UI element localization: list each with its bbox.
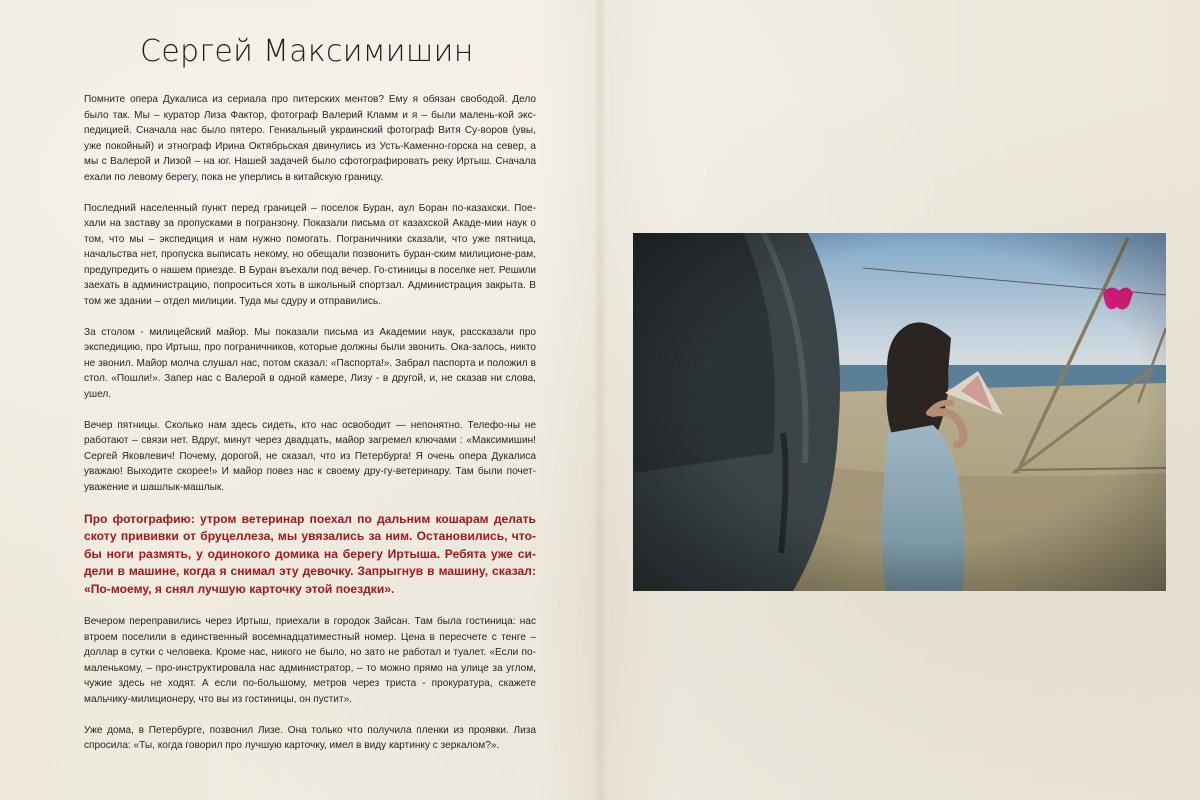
paragraph-6: Уже дома, в Петербурге, позвонил Лизе. Она только что получила пленки из проявки. Лиза спросила: «Ты, когда говорил про лучшую карточку, имел в виду картинку с зеркалом?». <box>84 724 536 751</box>
paragraph-3: За столом - милицейский майор. Мы показали письма из Академии наук, рассказали про экспедицию, про Иртыш, про пограничников, которые должны были звонить. Ока-залось, никто не звонил. Майор молча слушал нас, потом сказал: «Паспорта!». Забрал паспорта и положил в стол. «Пошли!». Запер нас с Валерой в одной камере, Лизу - в другой, и, не сказав ни слова, ушел. <box>84 326 536 400</box>
photo-illustration <box>633 233 1166 591</box>
page-spine <box>593 0 607 800</box>
featured-photograph <box>633 233 1166 591</box>
photo-story-highlight: Про фотографию: утром ветеринар поехал по дальним кошарам делать скоту прививки от бруцеллеза, мы увязались за ним. Остановились, что-бы ноги размять, у одинокого домика на берегу Иртыша. Ребята уже си-дели в машине, когда я снимал эту девочку. Запрыгнув в машину, сказал: «По-моему, я снял лучшую карточку этой поездки». <box>84 511 536 596</box>
article-text <box>84 92 536 769</box>
paragraph-4: Вечер пятницы. Сколько нам здесь сидеть, кто нас освободит — непонятно. Телефо-ны не работают – связи нет. Вдруг, минут через двадцать, майор загремел ключами : «Максимишин! Сергей Яковлевич! Почему, дорогой, не сказал, что из Петербурга! Я очень опера Дукалиса уважаю! Выходите скорее!» И майор повез нас к своему дру-гу-ветеринару. Там были почет-уважение и шашлык-машлык. <box>84 419 536 493</box>
paragraph-2: Последний населенный пункт перед границей – поселок Буран, аул Боран по-казахски. Пое-хали на заставу за пропусками в погранзону. Показали письма от казахской Акаде-мии наук о том, что мы – экспедиция и нам нужно помогать. Пограничники сказали, что уже пятница, начальства нет, пропуска выписать некому, но обещали позвонить буран-ским милиционе-рам, предупредить о нашем приезде. В Буран въехали под вечер. Го-стиницы в поселке нет. Решили заехать в администрацию, попроситься хоть в школьный спортзал. Администрация закрыта. В том же здании – отдел милиции. Туда мы сдуру и отправились. <box>84 202 536 307</box>
paragraph-5: Вечером переправились через Иртыш, приехали в городок Зайсан. Там была гостиница: нас втроем поселили в единственный восемнадцатиместный номер. Цена в пересчете с тенге – доллар в сутки с человека. Кроме нас, никого не было, но зато не работал и туалет. «Если по-маленькому, – про-инструктировала нас администратор, – то можно прямо на улице за углом, чужие здесь не ходят. А если по-большому, метров через триста - прокуратура, скажете мальчику-милиционеру, что вы из гостиницы, он пустит». <box>84 616 536 705</box>
paragraph-1: Помните опера Дукалиса из сериала про питерских ментов? Ему я обязан свободой. Дело было так. Мы – куратор Лиза Фактор, фотограф Валерий Кламм и я – были малень-кой экс-педицией. Сначала нас было пятеро. Гениальный украинский фотограф Витя Су-воров (увы, уже покойный) и этнограф Ирина Октябрьская двинулись из Усть-Каменно-горска на север, а мы с Валерой и Лизой – на юг. Нашей задачей было сфотографировать реку Иртыш. Сначала ехали по левому берегу, пока не уперлись в китайскую границу. <box>84 94 536 183</box>
author-title: Сергей Максимишин <box>140 34 474 69</box>
